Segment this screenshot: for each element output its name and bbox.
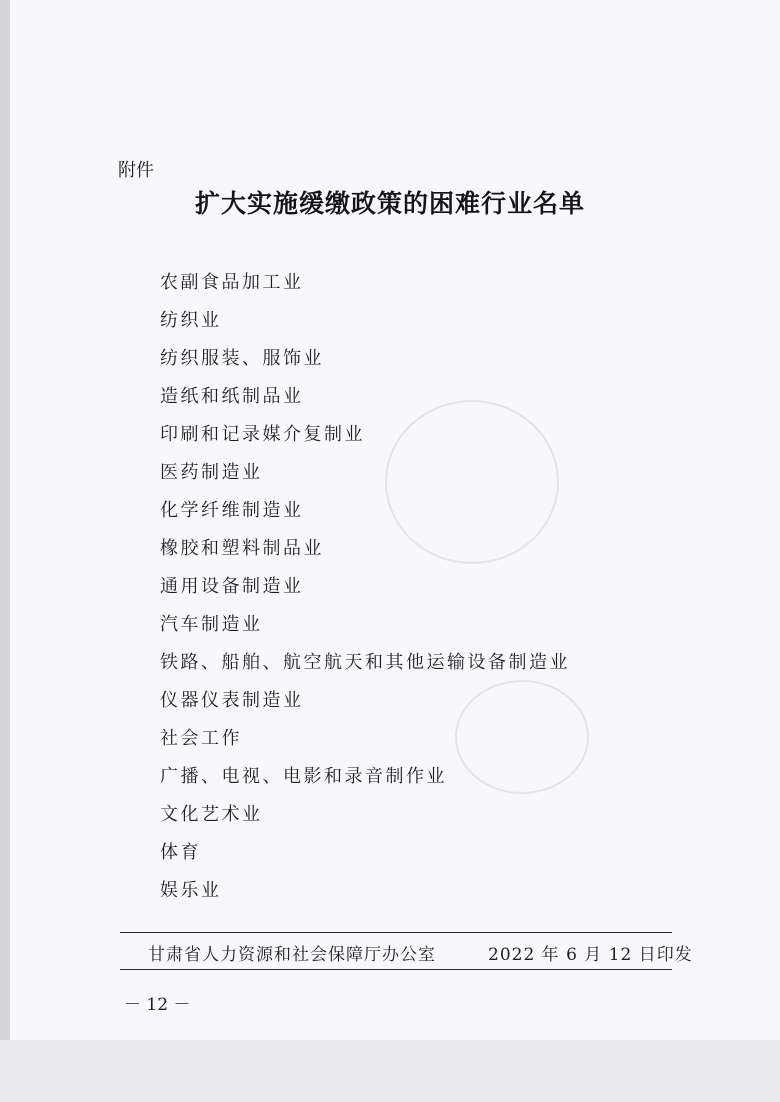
industry-item: 化学纤维制造业 [160, 500, 304, 521]
page-number: － 12 － [124, 995, 191, 1015]
issuer-name: 甘肃省人力资源和社会保障厅办公室 [148, 945, 436, 965]
industry-item: 社会工作 [160, 728, 242, 749]
industry-list [160, 270, 570, 916]
industry-item: 广播、电视、电影和录音制作业 [160, 766, 447, 787]
industry-item: 体育 [160, 842, 201, 863]
industry-item: 汽车制造业 [160, 614, 263, 635]
industry-item: 娱乐业 [160, 880, 222, 901]
industry-item: 橡胶和塑料制品业 [160, 538, 324, 559]
industry-item: 纺织服装、服饰业 [160, 348, 324, 369]
attachment-label: 附件 [118, 160, 154, 181]
industry-item: 造纸和纸制品业 [160, 386, 304, 407]
industry-item: 通用设备制造业 [160, 576, 304, 597]
page-bottom-margin [0, 1040, 780, 1102]
industry-item: 纺织业 [160, 310, 222, 331]
industry-item: 印刷和记录媒介复制业 [160, 424, 365, 445]
page-edge [0, 0, 10, 1102]
industry-item: 农副食品加工业 [160, 272, 304, 293]
footer-top-rule [120, 932, 672, 933]
industry-item: 仪器仪表制造业 [160, 690, 304, 711]
industry-item: 文化艺术业 [160, 804, 263, 825]
industry-item: 医药制造业 [160, 462, 263, 483]
industry-item: 铁路、船舶、航空航天和其他运输设备制造业 [160, 652, 570, 673]
issue-date: 2022 年 6 月 12 日印发 [488, 945, 693, 965]
footer-bottom-rule [120, 969, 672, 970]
document-title: 扩大实施缓缴政策的困难行业名单 [194, 189, 585, 218]
